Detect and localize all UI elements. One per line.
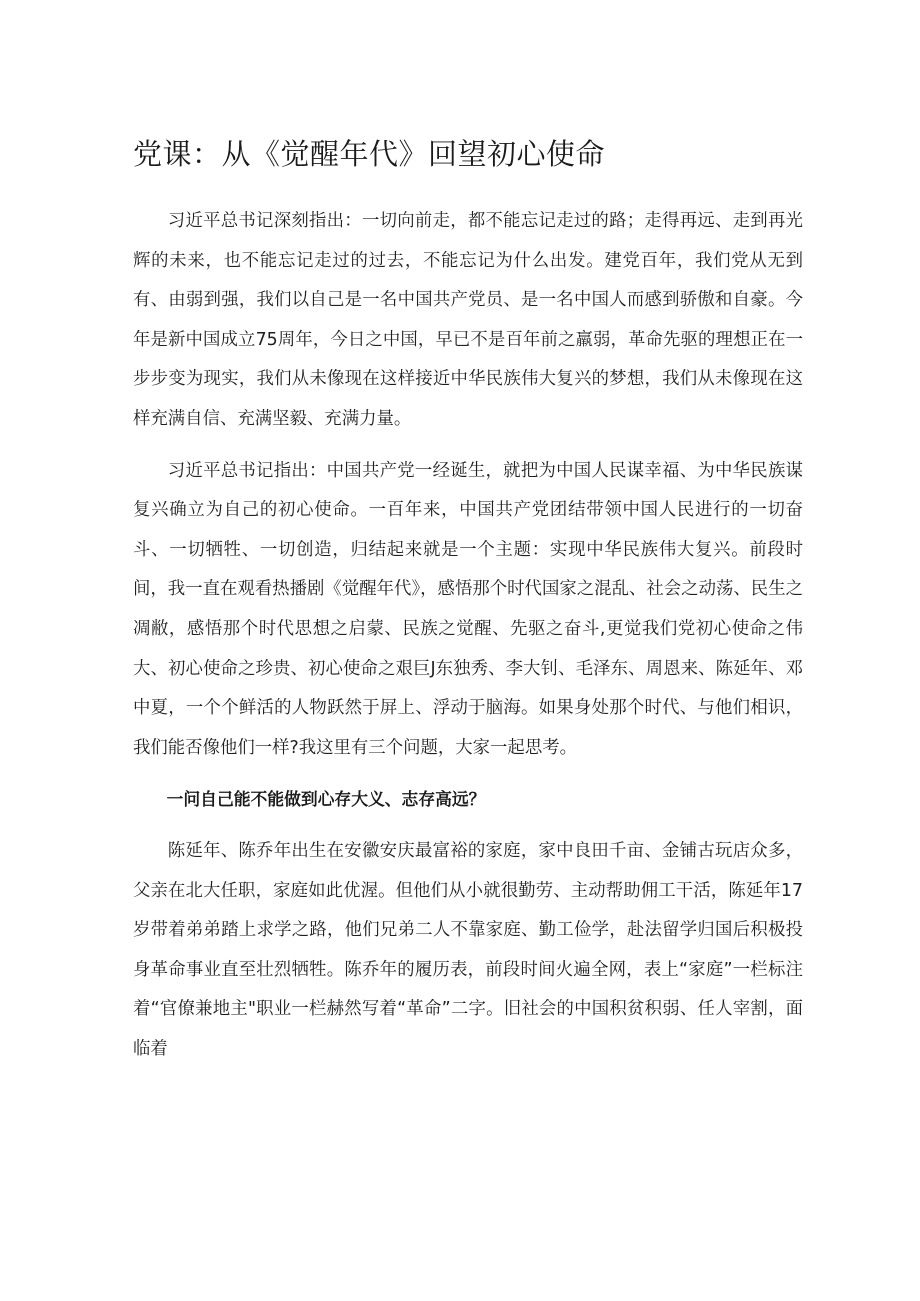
paragraph-intro: 习近平总书记深刻指出：一切向前走，都不能忘记走过的路；走得再远、走到再光辉的未来，也不能忘记走过的过去，不能忘记为什么出发。建党百年，我们党从无到有、由弱到强，我们以自己是一名中国共产党员、是一名中国人而感到骄傲和自豪。今年是新中国成立75周年，今日之中国，早已不是百年前之羸弱，革命先驱的理想正在一步步变为现实，我们从未像现在这样接近中华民族伟大复兴的梦想，我们从未像现在这样充满自信、充满坚毅、充满力量。 [133, 211, 803, 429]
section-heading: 一问自己能不能做到心存大义、志存高远？ [166, 789, 486, 810]
document-body [133, 132, 803, 1069]
paragraph-mission: 习近平总书记指出：中国共产党一经诞生，就把为中国人民谋幸福、为中华民族谋复兴确立为自己的初心使命。一百年来，中国共产党团结带领中国人民进行的一切奋斗、一切牺牲、一切创造，归结起来就是一个主题：实现中华民族伟大复兴。前段时间，我一直在观看热播剧《觉醒年代》，感悟那个时代国家之混乱、社会之动荡、民生之凋敝，感悟那个时代思想之启蒙、民族之觉醒、先驱之奋斗,更觉我们党初心使命之伟大、初心使命之珍贵、初心使命之艰巨J东独秀、李大钊、毛泽东、周恩来、陈延年、邓中夏，一个个鲜活的人物跃然于屏上、浮动于脑海。如果身处那个时代、与他们相识，我们能否像他们一样?我这里有三个问题，大家一起思考。 [133, 460, 803, 758]
document-title: 党课：从《觉醒年代》回望初心使命 [133, 137, 606, 171]
paragraph-section-body: 陈延年、陈乔年出生在安徽安庆最富裕的家庭，家中良田千亩、金铺古玩店众多，父亲在北大任职，家庭如此优渥。但他们从小就很勤劳、主动帮助佣工干活，陈延年17岁带着弟弟踏上求学之路，他们兄弟二人不靠家庭、勤工俭学，赴法留学归国后积极投身革命事业直至壮烈牺牲。陈乔年的履历表，前段时间火遍全网，表上“家庭”一栏标注着“官僚兼地主"职业一栏赫然写着“革命”二字。旧社会的中国积贫积弱、任人宰割，面临着 [133, 840, 803, 1059]
